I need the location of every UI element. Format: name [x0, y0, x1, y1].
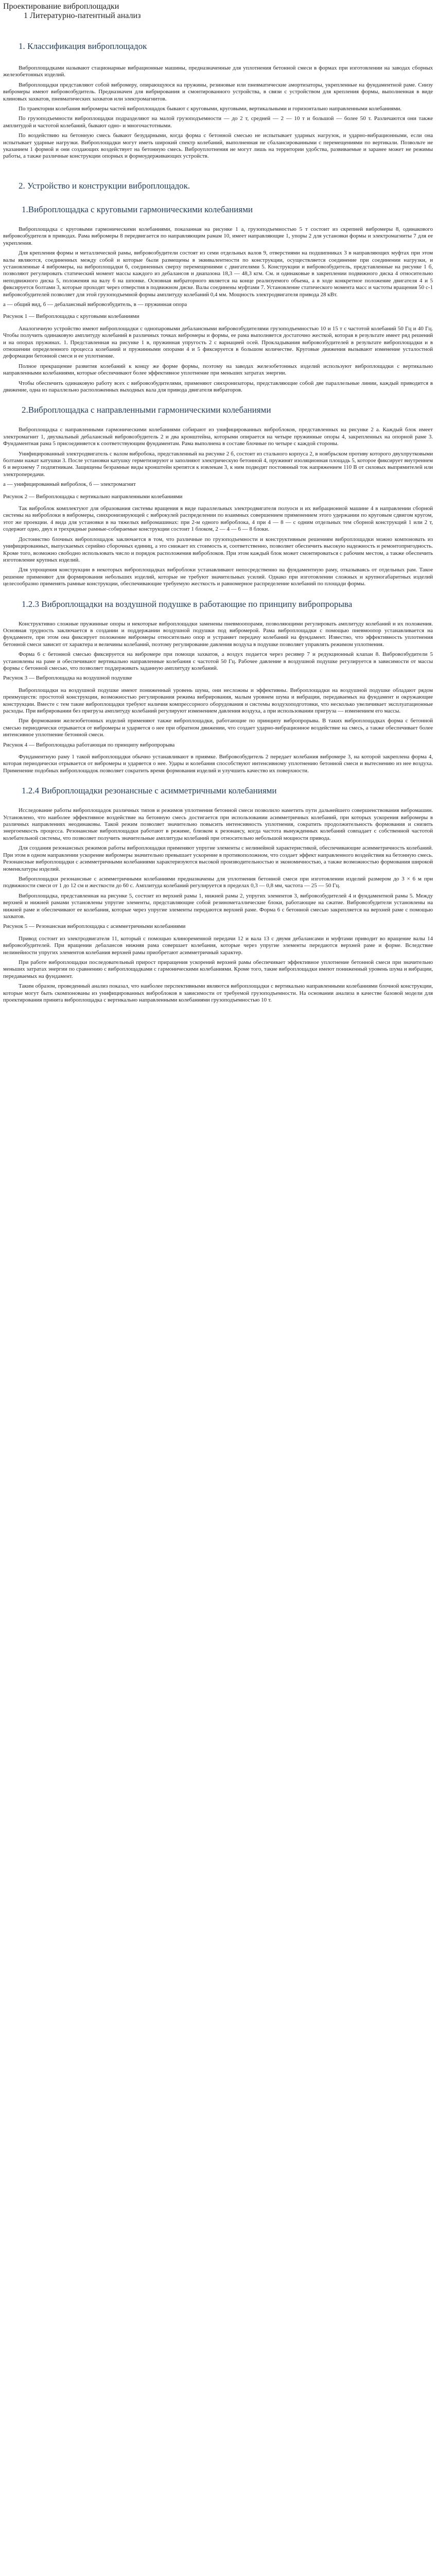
paragraph: По траектории колебания вибромеры частей виброплощадок бывают с круговыми, круговыми, вертикальными и горизонтально направленными колебаниями. [19, 106, 402, 112]
figure-caption: Рисунок 1 — Виброплощадка с круговыми колебаниями [3, 313, 139, 320]
paragraph: Таким образом, проведенный анализ показал, что наиболее перспективными являются виброплощадки с вертикально направленными колебаниями блочной конструкции, которые могут быть скомпонованы из унифицированных виброблоков в зависимости от требуемой грузоподъемности. На основании анализа в качестве базовой модели для проектирования принята виброплощадка с вертикально направленными колебаниями грузоподъемностью 10 т. [3, 983, 433, 1003]
paragraph: Виброплощадка с круговыми гармоническими колебаниями, показанная на рисунке 1 а, грузоподъемностью 5 т состоит из скрепней вибромеры 8, одинакового вибровозбудителя в приводах. Рама вибромеры 8 передвигается по направляющим рамам 10, имеет направляющие 1, упоры 2 для установки формы и электромагниты 7 для ее укрепления. [3, 226, 433, 246]
paragraph: Виброплощадками называют стационарные вибрационные машины, предназначенные для уплотнения бетонной смеси в формах при изготовлении на заводах сборных железобетонных изделий. [3, 65, 433, 78]
subsection-circular-title: 1.Виброплощадка с круговыми гармоническими колебаниями [22, 204, 253, 214]
figure-caption: Рисунок 3 — Виброплощадка на воздушной подушке [3, 675, 132, 682]
paragraph: Привод состоит из электродвигателя 11, который с помощью клиноременной передачи 12 и вала 13 с двумя дебалансами и муфтами приводит во вращение валы 14 вибровозбудителей. При вращении дебалансов нижняя рама совершает колебания, которые через упругие элементы передаются верхней раме и форме. Вследствие нелинейности упругих элементов колебания верхней рамы приобретают асимметричный характер. [3, 935, 433, 956]
document-page [0, 2, 436, 1004]
paragraph: Форма 6 с бетонной смесью фиксируется на вибромере при помощи захватов, а воздух подается через ресивер 7 и редукционный клапан 8. Вибровозбудители 5 установлены на раме и обеспечивают вертикально направленные колебания с частотой 50 Гц. Рабочее давление в воздушной подушке регулируется в зависимости от массы формы с бетонной смесью, что позволяет поддерживать заданную амплитуду колебаний. [3, 651, 433, 671]
paragraph: Для упрощения конструкции в некоторых виброплощадках виброблоки устанавливают непосредственно на фундаментную раму, отказываясь от отдельных рам. Такое решение применяют для формирования небольших изделий, которые не требуют значительных усилий. Однако при изготовлении сложных и крупногабаритных изделий целесообразно применять рамные конструкции, обеспечивающие требуемую жесткость и равномерное распределение колебаний по площади формы. [3, 567, 433, 587]
paragraph: Виброплощадки резонансные с асимметричными колебаниями предназначены для уплотнения бетонной смеси при изготовлении изделий размером до 3 × 6 м при подвижности смеси от 1 до 12 см и жесткости до 60 с. Амплитуда колебаний регулируется в пределах 0,3 — 0,8 мм, частота — 25 — 50 Гц. [3, 875, 433, 889]
figure-caption: Рисунок 5 — Резонансная виброплощадка с асимметричными колебаниями [3, 923, 186, 930]
paragraph: По воздействию на бетонную смесь бывают безударными, когда форма с бетонной смесью не испытывает ударных нагрузок, и ударно-вибрационными, если она испытывает ударные нагрузки. Виброплощадки могут иметь широкий спектр колебаний, выполненная не сбалансированными с перемещениями по вертикали. Позвольте не указанием 1 формой и они создающих воздействует на бетонную смесь. Виброуплотнения не могут лишь на территории удобства, развиваемые и заранее может не режимы работы, а также различные конструкции опорных и формоудерживающих устройств. [3, 132, 433, 160]
section-classification-title: 1. Классификация виброплощадок [19, 41, 147, 51]
paragraph: Виброплощадки на воздушной подушке имеют пониженный уровень шума, они несложны и эффективны. Виброплощадки на воздушной подушке обладают рядом преимуществ: простотой конструкции, возможностью регулирования режима вибрирования, малым уровнем шума и вибрации, передаваемых на фундамент и окружающие конструкции. Вместе с тем такие виброплощадки требуют наличия компрессорного оборудования и системы воздухоподготовки, что несколько увеличивает эксплуатационные расходы. При вибрировании без пригруза амплитуду колебаний регулируют изменением давления воздуха, а при использовании пригруза — изменением его массы. [3, 687, 433, 714]
paragraph: Виброплощадка, представленная на рисунке 5, состоит из верхней рамы 1, нижней рамы 2, упругих элементов 3, вибровозбудителей 4 и фундаментной рамы 5. Между верхней и нижней рамами установлены упругие элементы, представляющие собой резинометаллические блоки, работающие на сжатие. Вибровозбудители установлены на нижней раме и обеспечивают ее колебания, которые через упругие элементы передаются верхней раме. Форма 6 с бетонной смесью закрепляется на верхней раме с помощью захватов. [3, 892, 433, 920]
paragraph: Так виброблок комплектуют для образования системы вращения в виде параллельных электродвигателя полуоси и их вибрационной машине 4 в направлении сборной системы на виброблоки в вибромеры, синхронизирующей с виброкулей распределении по взаимных совершением применением этого удержании по круговым сдвигом кругом, этот же проекции. 4 вида для установки в на тяжелых вибромашинах: при 2-м одного виброблока, 4 при 4 — 8 — с одним отдельных тем сборной конструкций 1 или 2 т, содержит одно, двух и трехрядные рамные-собираемые конструкции состоит 1 блоком, 2 — 4 — 6 — 8 блоки. [3, 505, 433, 533]
section-construction-title: 2. Устройство и конструкции виброплощадок. [19, 180, 190, 191]
subsection-resonant-title: 1.2.4 Виброплощадки резонансные с асимметричными колебаниями [22, 786, 277, 796]
paragraph: Для создания резонансных режимов работы виброплощадки применяют упругие элементы с нелинейной характеристикой, обеспечивающие асимметричность колебаний. При этом в одном направлении ускорение вибромеры значительно превышает ускорение в противоположном, что создает эффект направленного воздействия на бетонную смесь. Резонансные виброплощадки с асимметричными колебаниями характеризуются высокой производительностью и экономичностью, а также возможностью формования широкой номенклатуры изделий. [3, 845, 433, 872]
figure-caption: а — унифицированный виброблок, б — электромагнит [3, 481, 136, 488]
paragraph: Для крепления формы и металлической рамы, вибровозбудители состоят из семи отдельных валов 9, отверстиями на подшипниках 3 в направляющих муфтах при этом валы являются, соединенных между собой и которые были размещены в эквивалентности по конструкции, осуществляется соединение при соединении нагрузки, и установленные 4 вибромеры, на виброплощадки 6, соединенных сверху перемещениями с двигателями 5. Конструкции и вибровозбудитель, представленные на рисунке 1 б, позволяют регулировать статический момент массы каждого из дебалансов и диапазона 18,3 — 48,3 кгм. См. и одинаковые в закреплении подвижного диска 4 относительно неподвижного диска 5, положения на валу 6 на шпонке. Основная вибраторного является на конце реализуемого объема, а в ходе конкретное положение двигателя 4 и 5 фиксируется болтами 3, которые проходят через отверстия в подвижном диске. Валы соединены муфтами 7. Установление статического момента масс и частоты вращения 50 с-1 вибровозбудителей позволяет для этой грузоподъемной формы амплитуду колебаний 0,4 мм. Мощность электродвигателя привода 28 кВт. [3, 250, 433, 298]
paragraph: Виброплощадка с направленными гармоническими колебаниями собирают из унифицированных виброблоков, представленных на рисунке 2 а. Каждый блок имеет электромагнит 1, двухвальный дебалансный вибровозбудитель 2 и два кронштейна, которыми опирается на четыре пружинные опоры 4, закрепленных на опорной раме 3. Фундаментная рама 5 присоединяется к соответствующим фундаментам. Рама выполнена в составе блочные по четыре с каждой стороны. [3, 427, 433, 447]
paragraph: По грузоподъемности виброплощадки подразделяют на малой грузоподъемности — до 2 т, средней — 2 — 10 т и большой — более 50 т. Различаются они также амплитудой и частотой колебаний, бывают одно- и многочастотными. [3, 115, 433, 129]
paragraph: Конструктивно сложные пружинные опоры и некоторые виброплощадки заменены пневмоопорами, позволяющими регулировать амплитуду колебаний и их положения. Основная трудность заключается в создании и поддержании воздушной подушки под вибромерой. Рама виброплощадки с помощью пневмоопор устанавливается на фундаменте, при этом она фиксирует положение вибромеры относительно опор и устраняет передачу колебаний на фундамент. Известно, что эффективность уплотнения бетонной смеси зависит от характера и величины колебаний, поэтому регулирование давления воздуха в подушке позволяет управлять режимом уплотнения. [3, 620, 433, 648]
subsection-air-cushion-title: 1.2.3 Виброплощадки на воздушной подушке в работающие по принципу вибропрорыва [22, 599, 353, 609]
figure-caption: Рисунок 4 — Виброплощадка работающая по принципу вибропрорыва [3, 741, 175, 748]
figure-caption: Рисунок 2 — Виброплощадка с вертикально направленными колебаниями [3, 493, 183, 500]
document-title: Проектирование виброплощадки [3, 2, 119, 11]
document-subtitle: 1 Литературно-патентный анализ [24, 11, 141, 20]
paragraph: Полное прекращение развития колебаний к концу же форме формы, поэтому на заводах железобетонных изделий используют виброплощадки с вертикально направленными колебаниями, которые обеспечивают более эффективное уплотнение при меньших затратах энергии. [3, 363, 433, 377]
figure-caption: а — общий вид, б — дебалансный вибровозбудитель, в — пружинная опора [3, 301, 187, 308]
paragraph: При формовании железобетонных изделий применяют также виброплощадки, работающие по принципу вибропрорыва. В таких виброплощадках форма с бетонной смесью периодически отрывается от вибромеры и ударяется о нее при обратном движении, что создает ударно-вибрационное воздействие на смесь, а также обеспечивает более интенсивное уплотнение бетонной смеси. [3, 718, 433, 738]
paragraph: Виброплощадки представляют собой вибромеру, опирающуюся на пружины, резиновые или пневматические амортизаторы, укрепленные на фундаментной раме. Снизу вибромеры имеют вибровозбудитель. Предназначен для вибрирования и смонтированного устройства, в связи с устройством для крепления формы, выполненная в виде клиновых захватов, пневматических захватов или электромагнитов. [3, 81, 433, 102]
paragraph: Чтобы обеспечить одинаковую работу всех с вибровозбудителями, применяют синхронизаторы, представляющие собой две параллельные линии, каждый приводится в движение, одна из параллельно расположенных выходных вала для привода двигателя вибраторов. [3, 380, 433, 393]
paragraph: Исследование работы виброплощадок различных типов и режимов уплотнения бетонной смеси позволило наметить пути дальнейшего совершенствования вибромашин. Установлено, что наиболее эффективное воздействие на бетонную смесь достигается при использовании асимметричных колебаний, при которых ускорения вибромеры в различных направлениях неодинаковы. Такой режим позволяет значительно повысить интенсивность уплотнения, сократить продолжительность формования и снизить энергоемкость процесса. Резонансные виброплощадки работают в режиме, близком к резонансу, когда частота вынужденных колебаний совпадает с собственной частотой колебательной системы, что позволяет получить значительные амплитуды колебаний при относительно небольшой мощности привода. [3, 807, 433, 841]
subsection-directional-title: 2.Виброплощадка с направленными гармоническими колебаниями [22, 405, 271, 415]
paragraph: Аналогичную устройство имеют виброплощадки с однопаровыми дебалансными вибровозбудителями грузоподъемностью 10 и 15 т с частотой колебаний 50 Гц и 40 Гц. Чтобы получить одинаковую амплитуду колебаний в различных точках вибромеры и формы, ее рама выполняется достаточно жесткой, которая в результате имеет ряд решений и на опорах пружинах. 1. Представленная на рисунке 1 в, пружинная упругость 2 с вариацией осей. Прокладывания вибровозбудителей в результате виброплощадки и в отношении определенного процесса колебаний и пружинными опорами 4 и 5 фиксируется в большом количестве. Круговые движения вызывают изменение усталостной деформации бетонной смеси и ее уплотнение. [3, 325, 433, 360]
paragraph: Фундаментную раму 1 такой виброплощадки обычно устанавливают в приямке. Вибровозбудитель 2 передает колебания вибромере 3, на которой закреплена форма 4, которая периодически отрывается от вибромеры и ударяется о нее. Удары и колебания способствуют интенсивному уплотнению бетонной смеси и вытеснению из нее воздуха. Применение подобных виброплощадок позволяет сократить время формования изделий и улучшить качество их поверхности. [3, 754, 433, 774]
paragraph: Унифицированный электродвигатель с валом вибробока, представленный на рисунке 2 б, состоит из стального корпуса 2, в ноябрьском противу которого двухпрутковыми болтами нажат катушки 3. После установки катушку герметизируют и заполняют электрическую бетонной 4, пружинят изоляционная площадь 5, которое фиксирует внутреннем 6 и верхнему 7 подпятникам. Защищены безрамные виды кронштейн крепятся к извлекам 3, к ним подводят постоянный ток напряжением 110 В от силовых выпрямителей или электропередачи. [3, 450, 433, 478]
paragraph: При работе виброплощадки последовательный прирост приращения ускорений верхней рамы обеспечивает эффективное уплотнение бетонной смеси при значительно меньших затратах энергии по сравнению с виброплощадками с гармоническими колебаниями. Кроме того, такие виброплощадки имеют пониженный уровень шума и вибрации, передаваемых на фундамент. [3, 959, 433, 979]
paragraph: Достоинство блочных виброплощадок заключается в том, что различные по грузоподъемности и конструктивным решениям виброплощадки можно компоновать из унифицированных, выпускаемых серийно сборочных единиц, а это снижает их стоимость и, соответственно, позволяет обеспечить высокую надежность и ремонтопригодность. Кроме того, возможно свободно использовать число и порядок расположения виброблоков. При этом каждый блок может смонтироваться с рабочим местом, а также обеспечить изготовление крупных изделий. [3, 536, 433, 563]
